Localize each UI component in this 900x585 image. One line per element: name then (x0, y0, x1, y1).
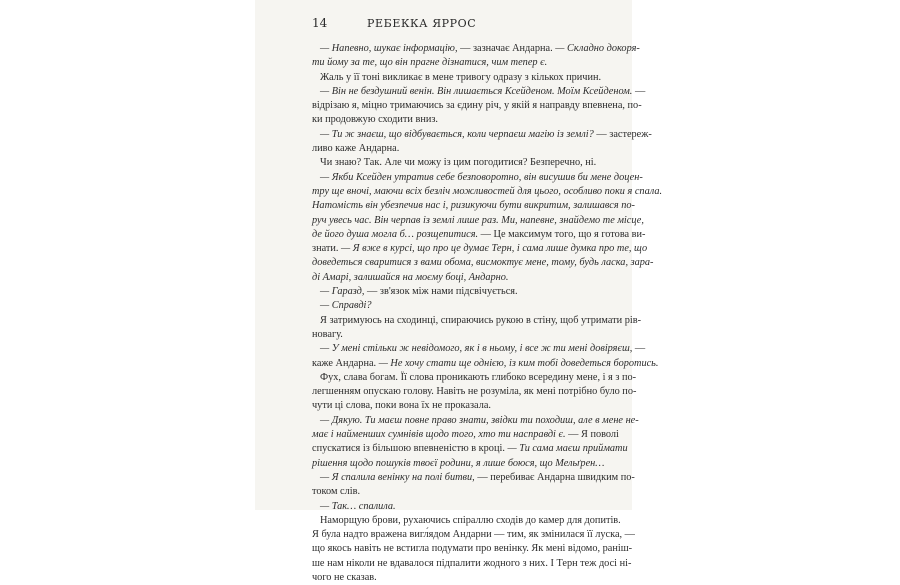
text-segment: знати. (312, 243, 342, 255)
text-line (312, 542, 633, 556)
italic-text-segment: рішення щодо пошуків твоєї родини, я лише боюся, що Мельґрен… (312, 457, 605, 469)
text-line (312, 342, 646, 356)
italic-text-segment: — Я вже в курсі, що про це думає Терн, і сама лише думка про те, що (341, 243, 648, 255)
text-line (312, 214, 644, 228)
text-line (312, 156, 628, 170)
italic-text-segment: — Справді? (320, 300, 372, 312)
text-line (312, 299, 628, 313)
text-segment: легшенням опускаю голову. Навіть не розуміла, як мені потрібно було по- (312, 386, 637, 398)
text-segment: спускатися із більшою впевненістю в кроці. (312, 443, 508, 455)
text-segment: Наморщую брови, рухаючись спіраллю сходів до камер для допитів. (320, 514, 621, 526)
italic-text-segment: — Складно докоря- (555, 43, 640, 54)
text-line (312, 314, 642, 328)
text-line (312, 528, 635, 542)
text-line (312, 56, 628, 70)
text-segment: новагу. (312, 328, 343, 340)
text-segment: ше нам ніколи не вдавалося підпалити жодного з них. І Терн теж досі ні- (312, 557, 632, 569)
italic-text-segment: руч увесь час. Він черпав із землі лише раз. Ми, напевне, знайдемо те місце, (312, 214, 644, 226)
text-line (312, 557, 632, 571)
text-line (312, 414, 639, 428)
text-line (312, 457, 628, 471)
text-line (312, 371, 637, 385)
text-segment: Чи знаю? Так. Але чи можу із цим погодитися? Безперечно, ні. (320, 157, 597, 169)
text-line (312, 128, 652, 142)
book-page (255, 0, 663, 583)
text-segment: — (634, 85, 646, 97)
text-segment: Фух, слава богам. Її слова проникають глибоко всередину мене, і я з по- (320, 371, 637, 383)
text-segment: Жаль у її тоні викликає в мене тривогу одразу з кількох причин. (320, 71, 602, 83)
text-segment: відрізаю я, міцно тримаючись за єдину річ, у якій я направду впевнена, по- (312, 100, 642, 112)
text-line (312, 428, 628, 442)
italic-text-segment: — Напевно, шукає інформацію, (320, 43, 461, 54)
text-line (312, 357, 659, 371)
italic-text-segment: — Якби Ксейден утратив себе безповоротно, він висушив би мене доцен- (320, 171, 643, 183)
italic-text-segment: — Гаразд, (320, 286, 368, 298)
body-text (312, 42, 663, 585)
italic-text-segment: — Я спалила венінку на полі битви, (320, 471, 478, 483)
text-segment: — зазначає Андарна. (460, 43, 556, 54)
italic-text-segment: — Так… спалила. (320, 500, 396, 512)
italic-text-segment: ді Амарі, залишайся на моєму боці, Андарно. (312, 271, 509, 283)
italic-text-segment: — Дякую. Ти маєш повне право знати, звідки ти походиш, але в мене не- (320, 414, 639, 426)
text-line (312, 71, 628, 85)
text-line (312, 514, 628, 528)
text-line (312, 99, 642, 113)
text-segment: каже Андарна. (312, 357, 379, 369)
text-line (312, 171, 643, 185)
text-segment: що якось навіть не встигла подумати про венінку. Як мені відомо, раніш- (312, 543, 633, 555)
text-line (312, 256, 654, 270)
text-line (312, 328, 628, 342)
text-line (312, 385, 637, 399)
text-line (312, 85, 646, 99)
text-line (312, 285, 628, 299)
italic-text-segment: має і найменших сумнівів щодо того, хто ти насправді є. (312, 429, 569, 441)
text-segment: ки продовжую сходити вниз. (312, 114, 438, 126)
text-line (312, 42, 640, 56)
text-segment: — зв'язок між нами підсвічується. (367, 286, 518, 298)
text-line (312, 228, 646, 242)
text-line (312, 500, 628, 514)
italic-text-segment: ти йому за те, що він прагне дізнатися, чим тепер є. (312, 57, 548, 69)
italic-text-segment: доведеться сваритися з вами обома, висмоктує мене, тому, будь ласка, зара- (312, 257, 654, 269)
text-line (312, 199, 635, 213)
italic-text-segment: — Ти сама маєш приймати (507, 443, 628, 455)
text-segment: — перебиває Андарна швидким по- (477, 471, 635, 483)
text-line (312, 242, 648, 256)
italic-text-segment: тру ще вночі, маючи всіх безліч можливостей для цього, особливо поки я спала. (312, 185, 663, 197)
italic-text-segment: — Він не бездушний венін. Він лишається Ксейденом. Моїм Ксейденом. (320, 85, 635, 97)
text-segment: током слів. (312, 486, 361, 498)
running-head: РЕБЕККА ЯРРОС (367, 17, 477, 30)
text-segment: Я затримуюсь на сходинці, спираючись рукою в стіну, щоб утримати рів- (320, 314, 642, 326)
text-line (312, 571, 628, 585)
text-segment: — (634, 343, 646, 355)
text-segment: — Я поволі (568, 429, 619, 441)
text-line (312, 399, 628, 413)
italic-text-segment: — Ти ж знаєш, що відбувається, коли черпаєш магію із землі? (320, 128, 597, 140)
text-segment: — застереж- (596, 128, 652, 140)
page-header (312, 16, 612, 32)
text-line (312, 471, 635, 485)
italic-text-segment: Натомість він убезпечив нас і, ризикуючи бути викритим, залишався по- (312, 200, 635, 212)
italic-text-segment: де його душа могла б… розщепитися. (312, 228, 481, 240)
text-line (312, 142, 628, 156)
page-number: 14 (312, 16, 328, 30)
text-segment: чути ці слова, поки вона їх не проказала. (312, 400, 491, 412)
text-line (312, 113, 628, 127)
italic-text-segment: — У мені стільки ж невідомого, як і в ньому, і все ж ти мені довіряєш, (320, 343, 635, 355)
text-line (312, 485, 628, 499)
text-line (312, 442, 628, 456)
text-segment: ливо каже Андарна. (312, 143, 400, 155)
text-line (312, 271, 628, 285)
text-line (312, 185, 663, 199)
text-segment: Я була надто вражена вигл́ядом Андарни — тим, як змінилася її луска, — (312, 529, 635, 541)
text-segment: чого не сказав. (312, 571, 377, 583)
text-segment: — Це максимум того, що я готова ви- (480, 228, 646, 240)
italic-text-segment: — Не хочу стати ще однією, із ким тобі доведеться боротись. (378, 357, 659, 369)
